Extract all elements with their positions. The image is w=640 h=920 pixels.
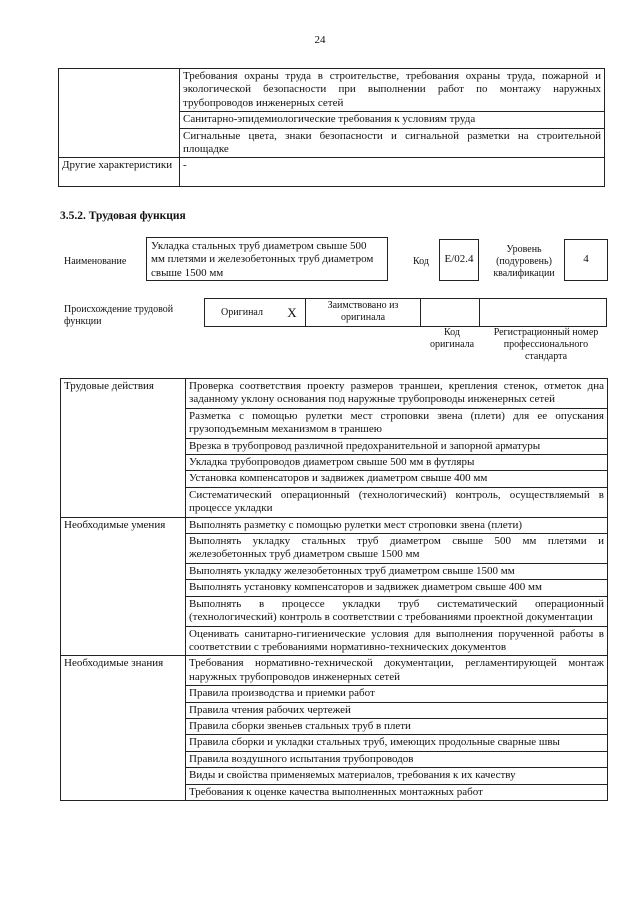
table-cell: Разметка с помощью рулетки мест строповки звена (плети) для ее опускания грузоподъемным механизмом в траншею <box>186 408 608 438</box>
function-name-label: Наименование <box>64 256 127 267</box>
table-row <box>59 69 605 112</box>
table-row <box>61 656 608 686</box>
empty-label-cell <box>59 69 180 158</box>
table-cell: Укладка трубопроводов диаметром свыше 500 мм в футляры <box>186 455 608 471</box>
qualification-level-label: Уровень (подуровень) квалификации <box>493 244 555 279</box>
table-cell: Оценивать санитарно-гигиенические условия для выполнения порученной работы в соответствии с требованиями нормативно-технических документов <box>186 626 608 656</box>
table-cell: Сигнальные цвета, знаки безопасности и сигнальной разметки на строительной площадке <box>180 128 605 158</box>
section-heading: 3.5.2. Трудовая функция <box>60 210 186 222</box>
original-cell: Оригинал <box>205 299 280 327</box>
page-number: 24 <box>314 34 326 46</box>
table-cell: Проверка соответствия проекту размеров траншеи, крепления стенок, отметок дна заданному уклону основания под наружные трубопроводы инженерных сетей <box>186 379 608 409</box>
table-row <box>59 158 605 187</box>
table-row <box>61 517 608 533</box>
table-cell: Выполнять разметку с помощью рулетки мест строповки звена (плети) <box>186 517 608 533</box>
table-cell: Требования к оценке качества выполненных монтажных работ <box>186 784 608 800</box>
function-code-label: Код <box>413 256 429 267</box>
table-row <box>61 379 608 409</box>
other-characteristics-label: Другие характеристики <box>59 158 180 187</box>
table-cell: Требования нормативно-технической документации, регламентирующей монтаж наружных трубопроводов инженерных сетей <box>186 656 608 686</box>
borrowed-cell: Заимствовано из оригинала <box>306 299 421 327</box>
other-characteristics-value: - <box>180 158 605 187</box>
table-cell: Выполнять укладку стальных труб диаметром свыше 500 мм плетями и железобетонных труб диаметром свыше 1500 мм <box>186 534 608 564</box>
table-cell: Выполнять в процессе укладки труб систематический операционный (технологический) контроль в соответствии с требованиями проектной документации <box>186 596 608 626</box>
labor-function-table <box>60 378 608 801</box>
original-mark: X <box>279 299 306 327</box>
original-code-caption: Код оригинала <box>429 327 475 350</box>
table-cell: Санитарно-эпидемиологические требования к условиям труда <box>180 112 605 128</box>
table-cell: Правила воздушного испытания трубопроводов <box>186 751 608 767</box>
registration-number-cell <box>480 299 607 327</box>
origin-label: Происхождение трудовой функции <box>64 304 174 327</box>
origin-table <box>204 298 607 327</box>
table-cell: Врезка в трубопровод различной предохранительной и запорной арматуры <box>186 438 608 454</box>
table-cell: Правила производства и приемки работ <box>186 686 608 702</box>
top-requirements-table <box>58 68 605 187</box>
function-name-value: Укладка стальных труб диаметром свыше 500 мм плетями и железобетонных труб диаметром свыше 1500 мм <box>146 237 388 281</box>
function-code-value: E/02.4 <box>439 239 479 281</box>
table-cell: Требования охраны труда в строительстве, требования охраны труда, пожарной и экологической безопасности при выполнении работ по монтажу наружных трубопроводов инженерных сетей <box>180 69 605 112</box>
table-cell: Виды и свойства применяемых материалов, требования к их качеству <box>186 768 608 784</box>
table-cell: Выполнять установку компенсаторов и задвижек диаметром свыше 400 мм <box>186 580 608 596</box>
required-knowledge-label: Необходимые знания <box>61 656 186 801</box>
table-row <box>205 299 607 327</box>
qualification-level-value: 4 <box>564 239 608 281</box>
table-cell: Установка компенсаторов и задвижек диаметром свыше 400 мм <box>186 471 608 487</box>
labor-actions-label: Трудовые действия <box>61 379 186 518</box>
required-skills-label: Необходимые умения <box>61 517 186 656</box>
original-code-cell <box>421 299 480 327</box>
table-cell: Выполнять укладку железобетонных труб диаметром свыше 1500 мм <box>186 563 608 579</box>
table-cell: Правила сборки и укладки стальных труб, имеющих продольные сварные швы <box>186 735 608 751</box>
registration-number-caption: Регистрационный номер профессионального стандарта <box>493 327 599 362</box>
table-cell: Систематический операционный (технологический) контроль, осуществляемый в процессе укладки <box>186 487 608 517</box>
table-cell: Правила сборки звеньев стальных труб в плети <box>186 718 608 734</box>
table-cell: Правила чтения рабочих чертежей <box>186 702 608 718</box>
